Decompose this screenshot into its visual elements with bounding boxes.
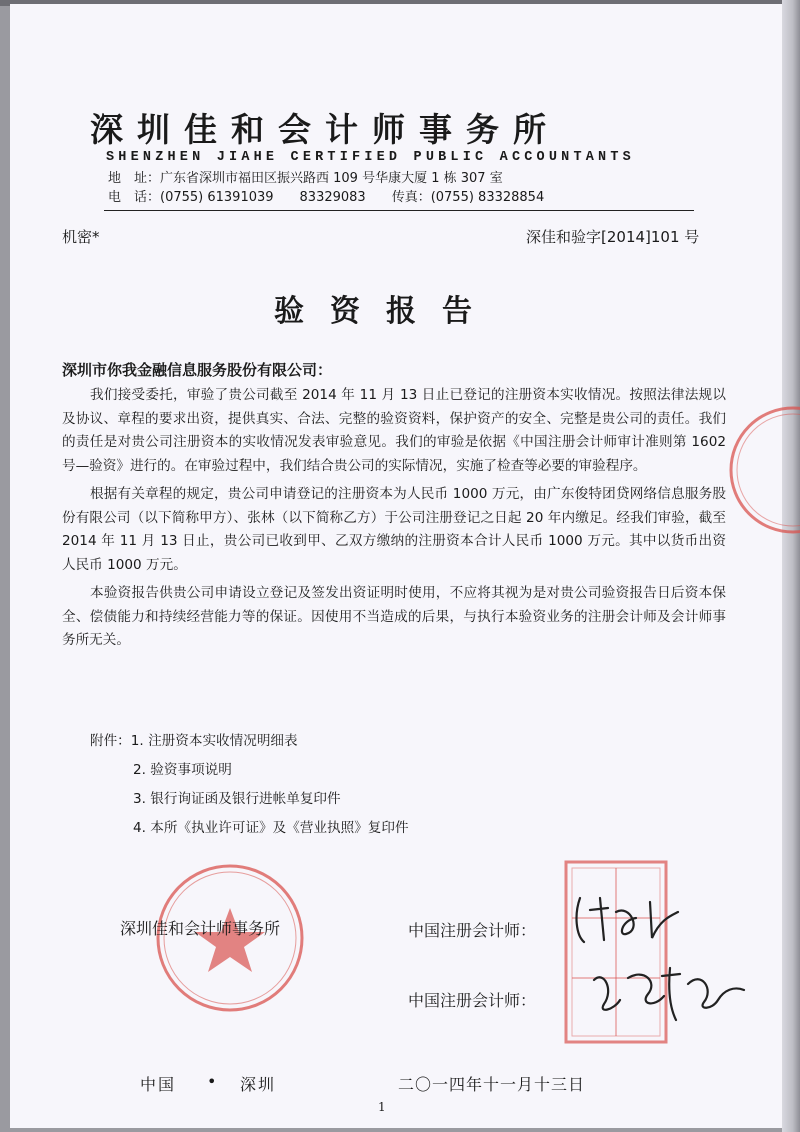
place-city: 深圳 [240, 1075, 277, 1094]
confidential-mark: 机密* [62, 228, 100, 246]
letterhead-divider [104, 210, 694, 211]
side-seal [718, 390, 800, 560]
reference-number: 深佳和验字[2014]101 号 [526, 228, 700, 246]
page-number: 1 [378, 1100, 386, 1114]
paragraph-usage: 本验资报告供贵公司申请设立登记及签发出资证明时使用，不应将其视为是对贵公司验资报告日后资本保全、偿债能力和持续经营能力等的保证。因使用不当造成的后果，与执行本验资业务的注册会计师及会计师事务所无关。 [62, 585, 726, 648]
paragraph-capital: 根据有关章程的规定，贵公司申请登记的注册资本为人民币 1000 万元，由广东俊特团贷网络信息服务股份有限公司（以下简称甲方）、张林（以下简称乙方）于公司注册登记之日起 20 年内缴足。经我们审验，截至 2014 年 11 月 13 日止，贵公司已收到甲、乙双方缴纳的注册资本合计人民币 1000 万元。其中以货币出资人民币 1000 万元。 [62, 486, 726, 573]
letterhead-firm-name: 深圳佳和会计师事务所 [90, 110, 560, 149]
cpa-signature-label: 中国注册会计师： [408, 991, 537, 1010]
letterhead-address: 地 址：广东省深圳市福田区振兴路西 109 号华康大厦 1 栋 307 室 [108, 171, 503, 186]
letterhead-phone: 电 话：(0755) 61391039 83329083 传真：(0755) 83328854 [108, 190, 545, 205]
attachment-item: 4. 本所《执业许可证》及《营业执照》复印件 [133, 820, 409, 836]
report-body [62, 384, 726, 658]
letterhead-firm-name-en: SHENZHEN JIAHE CERTIFIED PUBLIC ACCOUNTANTS [106, 150, 635, 165]
report-title: 验资报告 [274, 294, 498, 329]
firm-seal [130, 860, 330, 1020]
attachment-item: 附件：1. 注册资本实收情况明细表 [90, 733, 298, 749]
place-separator: • [207, 1072, 217, 1091]
scan-right-edge [782, 0, 800, 1132]
place-country: 中国 [140, 1075, 177, 1094]
attachment-item: 3. 银行询证函及银行进帐单复印件 [133, 791, 341, 807]
addressee: 深圳市你我金融信息服务股份有限公司： [62, 361, 333, 379]
paragraph-responsibility: 我们接受委托，审验了贵公司截至 2014 年 11 月 13 日止已登记的注册资本实收情况。按照法律法规以及协议、章程的要求出资，提供真实、合法、完整的验资资料，保护资产的安全、完整是贵公司的责任。我们的责任是对贵公司注册资本的实收情况发表审验意见。我们的审验是依据《中国注册会计师审计准则第 1602 号—验资》进行的。在审验过程中，我们结合贵公司的实际情况，实施了检查等必要的审验程序。 [62, 387, 726, 474]
handwritten-signature [584, 960, 754, 1030]
firm-signature-label: 深圳佳和会计师事务所 [120, 919, 281, 938]
cpa-signature-label: 中国注册会计师： [408, 921, 537, 940]
attachment-item: 2. 验资事项说明 [133, 762, 232, 778]
handwritten-signature [560, 890, 690, 950]
report-date: 二〇一四年十一月十三日 [398, 1075, 586, 1094]
